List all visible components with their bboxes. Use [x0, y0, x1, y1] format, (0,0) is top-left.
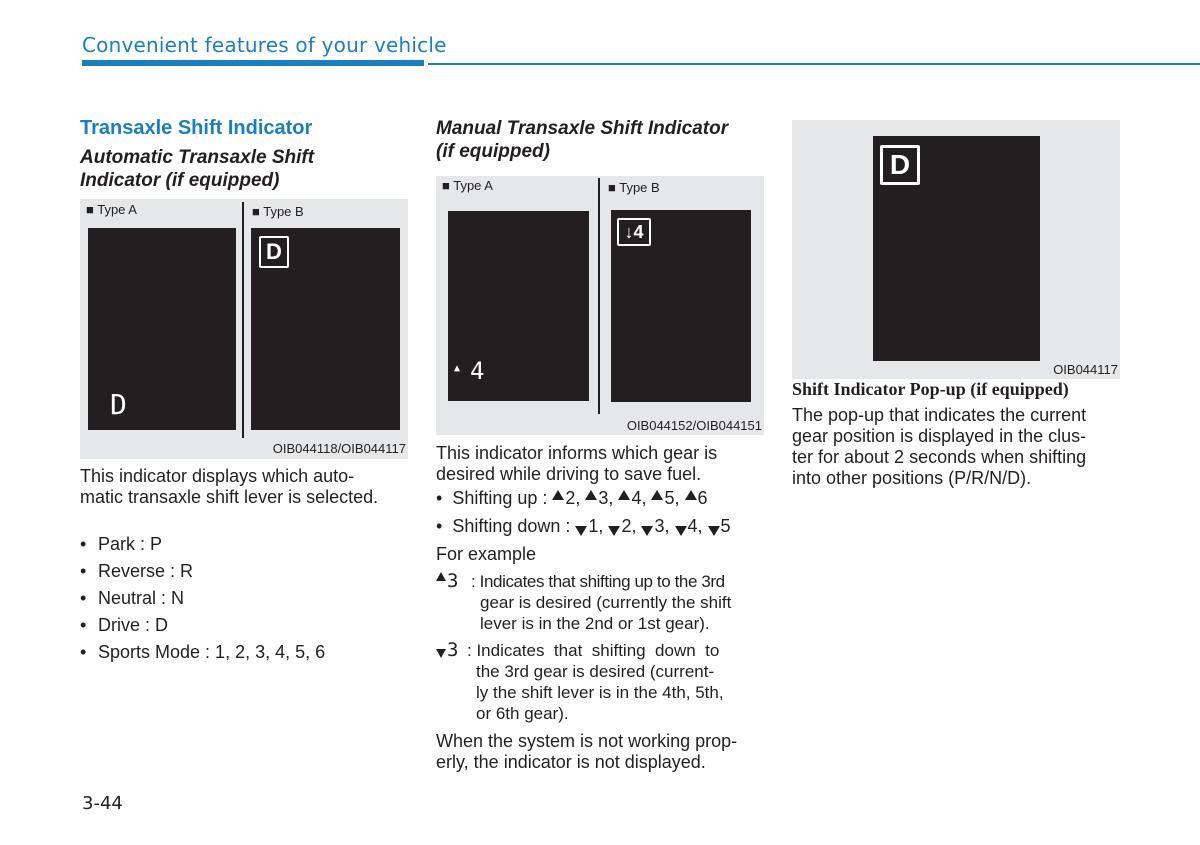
- gear-d-segment: D: [110, 388, 127, 421]
- gear-value: 4,: [631, 488, 647, 508]
- paragraph-line: matic transaxle shift lever is selected.: [80, 487, 379, 507]
- figure-caption: OIB044118/OIB044117: [272, 441, 406, 456]
- screen-type-b: [611, 210, 751, 402]
- down-triangle-icon: [575, 526, 587, 536]
- example-up-line: : Indicates that shifting up to the 3rd: [471, 572, 725, 591]
- manual-title-line-2: (if equipped): [436, 141, 550, 162]
- up-triangle-icon: [651, 490, 663, 500]
- list-item: • Sports Mode : 1, 2, 3, 4, 5, 6: [80, 642, 400, 663]
- closing-note: [436, 731, 737, 773]
- type-a-label: ■ Type A: [442, 178, 493, 193]
- list-item: • Reverse : R: [80, 561, 400, 582]
- manual-title: [436, 117, 728, 163]
- automatic-description: [80, 466, 378, 508]
- popup-description: [792, 405, 1086, 489]
- screen-type-a: [448, 211, 589, 401]
- shift-up-label: Shifting up :: [452, 488, 548, 508]
- figure-caption: OIB044152/OIB044151: [626, 418, 762, 433]
- screen-type-a: [88, 228, 236, 430]
- example-up-line: gear is desired (currently the shift: [480, 593, 732, 612]
- gear-glyph: 3: [447, 570, 459, 592]
- down-triangle-icon: [436, 649, 446, 658]
- down-triangle-icon: [641, 526, 653, 536]
- shift-down-badge: ↓4: [617, 218, 651, 246]
- popup-screen: [873, 136, 1040, 361]
- for-example-label: For example: [436, 544, 537, 564]
- example-down-line: the 3rd gear is desired (current-: [476, 662, 715, 681]
- type-b-label: ■ Type B: [608, 180, 660, 195]
- down-triangle-icon: [675, 526, 687, 536]
- shift-down-row: [436, 516, 731, 537]
- figure-divider: [242, 202, 244, 438]
- automatic-indicator-figure: [80, 199, 408, 459]
- type-b-label: ■ Type B: [252, 204, 304, 219]
- bullet: •: [436, 488, 453, 508]
- up-triangle-icon: [618, 490, 630, 500]
- header-rule-thick: [82, 60, 424, 66]
- gear-value: 3,: [654, 516, 670, 536]
- gear-value: 5,: [664, 488, 680, 508]
- gear-list: [80, 534, 400, 663]
- gear-value: 2,: [621, 516, 637, 536]
- paragraph-line: erly, the indicator is not displayed.: [436, 752, 706, 772]
- up-triangle-icon: [685, 490, 697, 500]
- gear-d-badge: D: [880, 145, 920, 185]
- down-triangle-icon: [608, 526, 620, 536]
- list-item: • Drive : D: [80, 615, 400, 636]
- gear-value: 5: [720, 516, 731, 536]
- type-a-label: ■ Type A: [86, 202, 137, 217]
- paragraph-line: ter for about 2 seconds when shifting: [792, 447, 1087, 467]
- paragraph-line: gear position is displayed in the clus-: [792, 426, 1087, 446]
- manual-title-line-1: Manual Transaxle Shift Indicator: [436, 118, 729, 139]
- gear-glyph: 3: [447, 639, 459, 661]
- gear-value: 4,: [687, 516, 703, 536]
- header-rule-thin: [428, 63, 1200, 65]
- shift-up-arrow-icon: ▲: [454, 363, 461, 374]
- paragraph-line: The pop-up that indicates the current: [792, 405, 1087, 425]
- figure-divider: [598, 178, 600, 414]
- screen-type-b: [251, 228, 400, 430]
- example-shift-down: [436, 640, 766, 726]
- running-header-title: Convenient features of your vehicle: [82, 33, 447, 57]
- up-triangle-icon: [552, 490, 564, 500]
- example-down-line: ly the shift lever is in the 4th, 5th,: [476, 683, 724, 702]
- popup-title: Shift Indicator Pop-up (if equipped): [792, 379, 1069, 399]
- subtitle-line-2: Indicator (if equipped): [80, 170, 280, 191]
- example-shift-up: [436, 571, 766, 637]
- figure-caption: OIB044117: [1053, 362, 1118, 377]
- manual-indicator-figure: [436, 176, 764, 435]
- gear-value: 6: [697, 488, 708, 508]
- gear-value: 3,: [598, 488, 614, 508]
- list-item: • Neutral : N: [80, 588, 400, 609]
- paragraph-line: This indicator informs which gear is: [436, 443, 718, 463]
- gear-d-badge: D: [259, 236, 289, 268]
- manual-description: [436, 443, 717, 485]
- list-item: • Park : P: [80, 534, 400, 555]
- down-triangle-icon: [708, 526, 720, 536]
- example-down-glyph: [436, 640, 458, 661]
- popup-indicator-figure: [792, 120, 1120, 379]
- bullet: •: [436, 516, 453, 536]
- example-up-glyph: [436, 571, 458, 592]
- page-number: 3-44: [82, 793, 123, 814]
- section-title: Transaxle Shift Indicator: [80, 117, 313, 139]
- shift-up-row: [436, 488, 708, 509]
- gear-value: 2,: [565, 488, 581, 508]
- gear-value: 1,: [588, 516, 604, 536]
- up-triangle-icon: [436, 572, 446, 581]
- paragraph-line: When the system is not working prop-: [436, 731, 738, 751]
- shift-down-label: Shifting down :: [452, 516, 571, 536]
- up-triangle-icon: [585, 490, 597, 500]
- subtitle-automatic: [80, 146, 314, 192]
- example-up-line: lever is in the 2nd or 1st gear).: [480, 614, 710, 633]
- paragraph-line: desired while driving to save fuel.: [436, 464, 702, 484]
- gear-4-segment: 4: [470, 357, 485, 385]
- example-down-line: : Indicates that shifting down to: [467, 641, 720, 660]
- paragraph-line: into other positions (P/R/N/D).: [792, 468, 1032, 488]
- subtitle-line-1: Automatic Transaxle Shift: [80, 147, 315, 168]
- example-down-line: or 6th gear).: [476, 704, 569, 723]
- paragraph-line: This indicator displays which auto-: [80, 466, 355, 486]
